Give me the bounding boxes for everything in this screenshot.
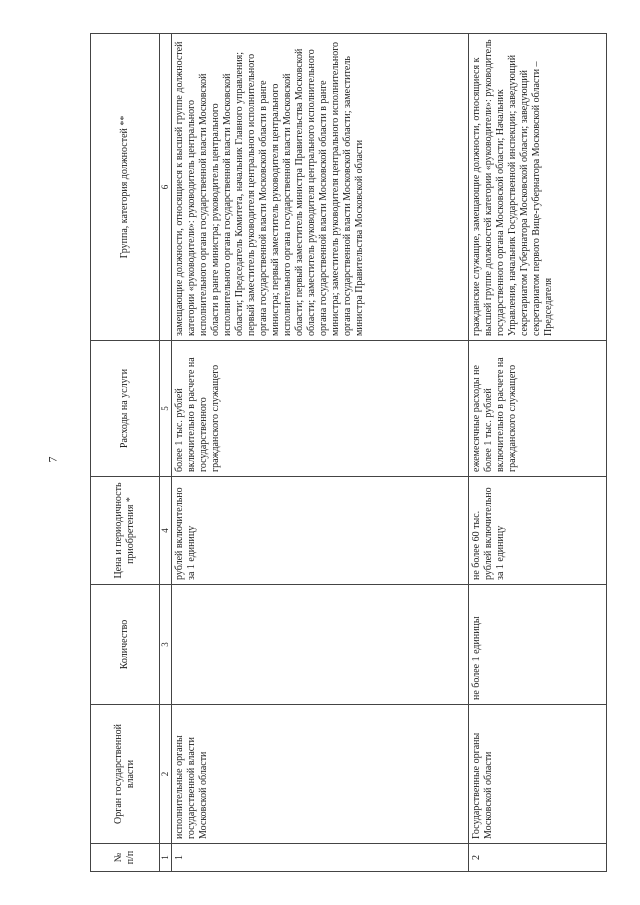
header-price: Цена и периодичность приобретения * (91, 477, 160, 585)
column-number: 1 (160, 844, 172, 872)
header-number: № п/п (91, 844, 160, 872)
header-row (91, 34, 160, 872)
header-positions: Группа, категория должностей ** (91, 34, 160, 341)
positions-cell: замещающие должности, относящиеся к высшей группе должностей категории «руководители»: руководитель центрального исполнительного органа государственной власти Московской области в ранге министра; руководитель центрального исполнительного органа государственной власти Московской области; Председатель Комитета, начальник Главного управления; первый заместитель руководителя центрального исполнительного органа государственной власти Московской области в ранге министра; первый заместитель руководителя центрального исполнительного органа государственной власти Московской области; первый заместитель министра Правительства Московской области; заместитель руководителя центрального исполнительного органа государственной власти Московской области в ранге министра; заместитель руководителя центрального исполнительного органа государственной власти Московской области; заместитель министра Правительства Московской области (171, 34, 468, 341)
price-cell: рублей включительно за 1 единицу (171, 477, 468, 585)
organ-cell: исполнительные органы государственной власти Московской области (171, 705, 468, 844)
quantity-cell: не более 1 единицы (468, 585, 606, 705)
column-number: 3 (160, 585, 172, 705)
column-number: 6 (160, 34, 172, 341)
header-quantity: Количество (91, 585, 160, 705)
row-number: 1 (171, 844, 468, 872)
header-expenses: Расходы на услуги (91, 341, 160, 477)
table-row (171, 34, 468, 872)
quantity-cell (171, 585, 468, 705)
column-number: 2 (160, 705, 172, 844)
regulation-table (90, 33, 607, 872)
positions-cell: гражданские служащие, замещающие должности, относящиеся к высшей группе должностей категории «руководители»: руководитель государственного органа Московской области; Начальник Управления, начальник Государственной инспекции; заведующий секретариатом Губернатора Московской области; заведующий секретариатом первого Вице-губернатора Московской области – Председателя (468, 34, 606, 341)
expenses-cell: ежемесячные расходы не более 1 тыс. рублей включительно в расчете на гражданского служащего (468, 341, 606, 477)
column-number: 4 (160, 477, 172, 585)
column-number: 5 (160, 341, 172, 477)
header-organ: Орган государственной власти (91, 705, 160, 844)
column-number-row (160, 34, 172, 872)
row-number: 2 (468, 844, 606, 872)
organ-cell: Государственные органы Московской области (468, 705, 606, 844)
expenses-cell: более 1 тыс. рублей включительно в расчете на государственного гражданского служащего (171, 341, 468, 477)
table-row (468, 34, 606, 872)
price-cell: не более 60 тыс. рублей включительно за 1 единицу (468, 477, 606, 585)
page-number: 7 (45, 456, 60, 463)
